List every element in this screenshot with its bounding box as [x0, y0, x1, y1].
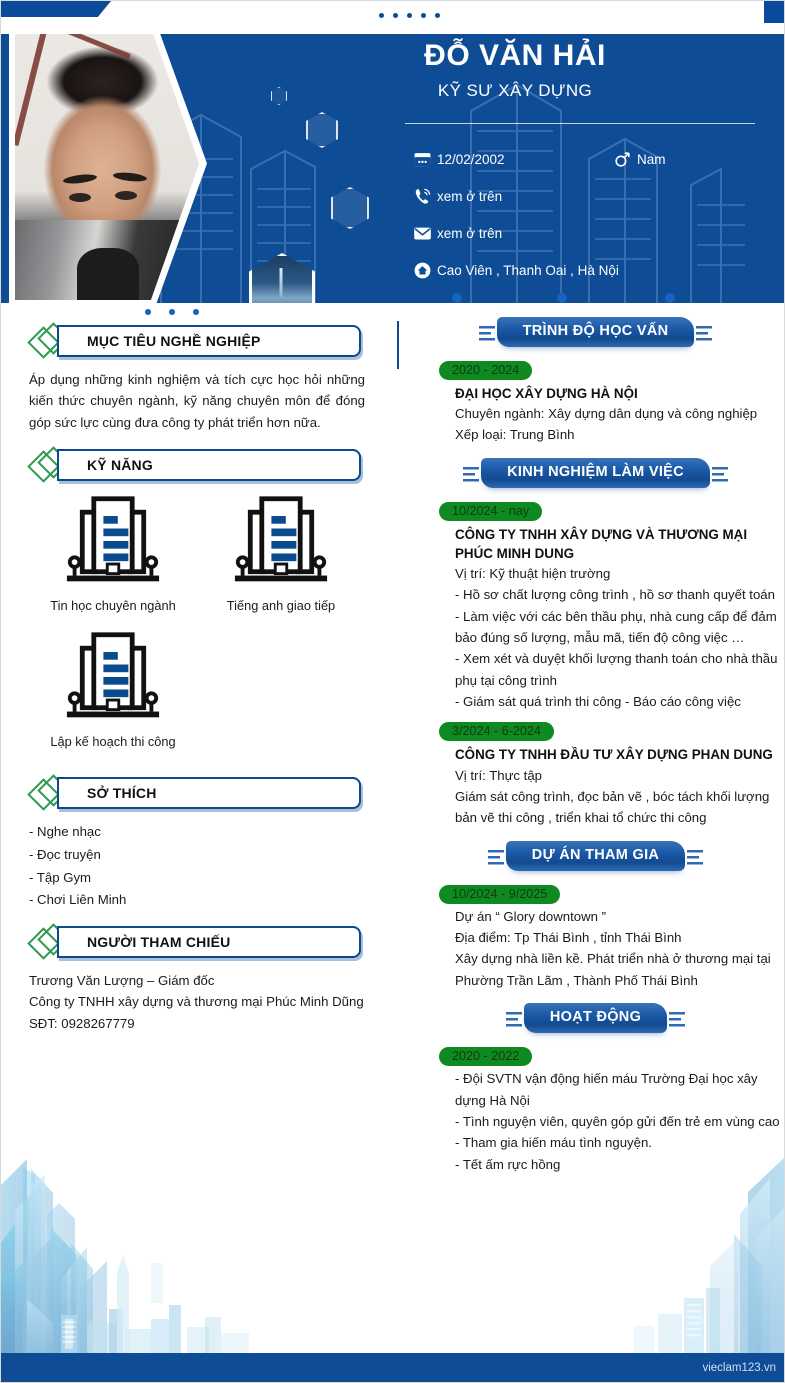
- candidate-job-title: KỸ SƯ XÂY DỰNG: [437, 81, 593, 100]
- project-entry: [439, 885, 785, 992]
- phone-icon: [407, 187, 437, 206]
- experience-entry: [439, 502, 785, 713]
- entry-line: Dự án “ Glory downtown ”: [455, 908, 607, 924]
- entry-line: Chuyên ngành: Xây dựng dân dụng và công nghiệp: [455, 406, 758, 422]
- section-header-projects: [405, 841, 785, 875]
- top-right-accent-square: [764, 1, 785, 23]
- building-icon: [233, 493, 329, 589]
- home-location-icon: [407, 261, 437, 280]
- section-header-objective: [29, 325, 365, 359]
- skill-item: [197, 493, 365, 613]
- date-badge: 3/2024 - 6-2024: [439, 722, 554, 741]
- entry-line: Địa điểm: Tp Thái Bình , tỉnh Thái Bình: [455, 930, 682, 945]
- section-header-activities: [405, 1003, 785, 1037]
- top-left-accent-shape: [1, 1, 111, 17]
- entry-title: ĐẠI HỌC XÂY DỰNG HÀ NỘI: [455, 386, 638, 401]
- gender-value: Nam: [637, 152, 666, 167]
- contact-row-birthday-gender: [407, 141, 777, 178]
- reference-block: [29, 970, 365, 1034]
- section-header-education: [405, 317, 785, 351]
- entry-line: - Giám sát quá trình thi công - Báo cáo công việc: [455, 694, 741, 710]
- list-item: - Đọc truyện: [29, 846, 101, 862]
- gender-icon: [607, 150, 637, 169]
- contact-info-list: [407, 141, 777, 289]
- entry-line: Xếp loại: Trung Bình: [455, 427, 575, 443]
- left-column-dot-row: [29, 305, 365, 321]
- calendar-icon: [407, 150, 437, 169]
- hobbies-title: SỞ THÍCH: [87, 785, 157, 802]
- date-badge: 2020 - 2024: [439, 361, 532, 380]
- footer-bar: [1, 1353, 785, 1382]
- activity-entry: [439, 1047, 785, 1175]
- section-header-experience: [405, 458, 785, 492]
- skill-label: Tin học chuyên ngành: [50, 598, 176, 614]
- entry-line: Vị trí: Thực tập: [455, 767, 543, 783]
- activities-title: HOẠT ĐỘNG: [549, 1009, 642, 1026]
- right-column: [397, 305, 785, 1185]
- entry-title: CÔNG TY TNHH ĐẦU TƯ XÂY DỰNG PHAN DUNG: [455, 747, 773, 763]
- skill-label: Tiếng anh giao tiếp: [226, 598, 336, 614]
- contact-row-address: [407, 252, 777, 289]
- header-text-block: [399, 19, 779, 303]
- entry-line: - Tham gia hiến máu tình nguyện.: [455, 1135, 652, 1151]
- address-value: Cao Viên , Thanh Oai , Hà Nội: [437, 263, 619, 278]
- envelope-icon: [407, 224, 437, 243]
- entry-line: - Hồ sơ chất lượng công trình , hồ sơ thanh quyết toán: [455, 587, 775, 603]
- contact-row-email: [407, 215, 777, 252]
- list-item: - Chơi Liên Minh: [29, 892, 127, 908]
- header-bottom-dot-row: [1, 293, 785, 305]
- section-header-skills: [29, 449, 365, 483]
- photo-detail: [115, 191, 137, 200]
- projects-title: DỰ ÁN THAM GIA: [531, 846, 660, 863]
- left-column: [1, 305, 393, 1034]
- gender-group: [607, 150, 666, 169]
- entry-line: - Tình nguyện viên, quyên góp gửi đến trẻ em vùng cao: [455, 1113, 780, 1129]
- header-divider-line: [405, 123, 755, 124]
- section-header-reference: [29, 926, 365, 960]
- entry-line: - Xem xét và duyệt khối lượng thanh toán cho nhà thầu phụ tại công trình: [455, 651, 778, 688]
- date-badge: 2020 - 2022: [439, 1047, 532, 1066]
- birthday-value: 12/02/2002: [437, 152, 505, 167]
- experience-entry: [439, 722, 785, 828]
- phone-value: xem ở trên: [437, 189, 503, 204]
- entry-line: Giám sát công trình, đọc bản vẽ , bóc tách khối lượng bản vẽ thi công , triển khai tổ chức thi công: [455, 788, 770, 826]
- reference-line: SĐT: 0928267779: [29, 1015, 135, 1031]
- top-strip: [1, 1, 785, 34]
- entry-line: - Đội SVTN vận động hiến máu Trường Đại học xây dựng Hà Nội: [455, 1071, 758, 1108]
- skills-title: KỸ NĂNG: [87, 457, 153, 474]
- objective-text: Áp dụng những kinh nghiệm và tích cực học hỏi những kiến thức chuyên ngành, kỹ năng chuyên môn để đóng góp sức lực cùng đưa công ty phát triển hơn nữa.: [29, 372, 365, 430]
- entry-title: CÔNG TY TNHH XÂY DỰNG VÀ THƯƠNG MẠI PHÚC MINH DUNG: [455, 526, 748, 561]
- entry-line: - Tết ấm rực hồng: [455, 1156, 561, 1172]
- date-badge: 10/2024 - nay: [439, 502, 542, 521]
- hobbies-list: [29, 821, 365, 912]
- contact-row-phone: [407, 178, 777, 215]
- photo-detail: [113, 171, 148, 183]
- watermark-label: vieclam123.vn: [702, 1361, 776, 1374]
- education-title: TRÌNH ĐỘ HỌC VẤN: [522, 323, 669, 339]
- entry-line: Xây dựng nhà liền kề. Phát triển nhà ở thương mại tại Phường Trần Lãm , Thành Phố Thái Bình: [455, 951, 771, 988]
- skills-grid: [29, 493, 365, 765]
- photo-detail: [69, 193, 91, 202]
- building-icon: [65, 493, 161, 589]
- photo-detail: [63, 173, 98, 185]
- building-icon: [65, 629, 161, 725]
- email-value: xem ở trên: [437, 226, 503, 241]
- list-item: - Tập Gym: [29, 869, 92, 885]
- date-badge: 10/2024 - 9/2025: [439, 885, 560, 904]
- reference-line: Trương Văn Lượng – Giám đốc: [29, 972, 215, 988]
- photo-background-beam: [13, 28, 48, 146]
- entry-line: Vị trí: Kỹ thuật hiện trường: [455, 565, 611, 581]
- objective-title: MỤC TIÊU NGHỀ NGHIỆP: [87, 333, 261, 349]
- cv-body: [1, 305, 785, 1355]
- top-dot-row: [379, 13, 440, 18]
- education-entry: [439, 361, 785, 446]
- skill-label: Lập kế hoạch thi công: [50, 734, 176, 750]
- candidate-name: ĐỖ VĂN HẢI: [424, 39, 606, 72]
- section-header-hobbies: [29, 777, 365, 811]
- entry-line: - Làm việc với các bên thầu phụ, nhà cung cấp để đảm bảo đúng số lượng, mẫu mã, tiến độ công việc …: [455, 608, 777, 645]
- experience-title: KINH NGHIỆM LÀM VIỆC: [507, 463, 684, 480]
- list-item: - Nghe nhạc: [29, 824, 101, 840]
- skill-item: [29, 493, 197, 613]
- reference-title: NGƯỜI THAM CHIẾU: [87, 933, 231, 950]
- reference-line: Công ty TNHH xây dựng và thương mại Phúc Minh Dũng: [29, 994, 364, 1010]
- skill-item: [29, 629, 197, 749]
